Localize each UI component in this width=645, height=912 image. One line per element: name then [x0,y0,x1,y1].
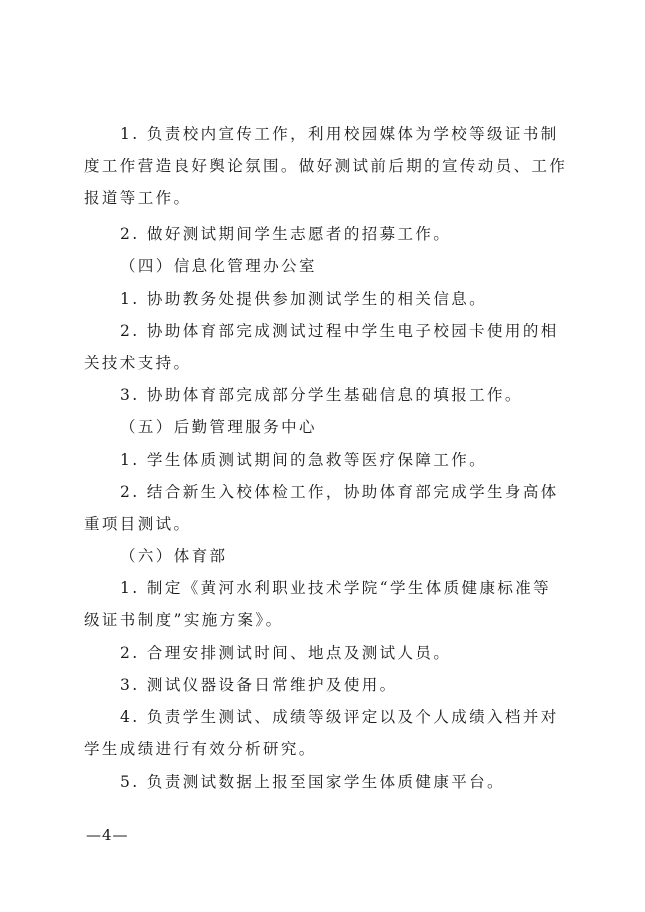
paragraph-height-weight: 2. 结合新生入校体检工作，协助体育部完成学生身高体重项目测试。 [84,483,559,533]
paragraph-grading: 4. 负责学生测试、成绩等级评定以及个人成绩入档并对学生成绩进行有效分析研究。 [84,708,559,758]
paragraph-formulate-plan: 1. 制定《黄河水利职业技术学院“学生体质健康标准等级证书制度”实施方案》。 [84,579,552,629]
paragraph-volunteer-recruit: 2. 做好测试期间学生志愿者的招募工作。 [120,225,452,243]
section-heading-6: （六）体育部 [120,547,228,565]
paragraph-info-provide: 1. 协助教务处提供参加测试学生的相关信息。 [120,290,488,308]
paragraph-basic-info: 3. 协助体育部完成部分学生基础信息的填报工作。 [120,386,523,404]
paragraph-medical-support: 1. 学生体质测试期间的急救等医疗保障工作。 [120,451,488,469]
paragraph-arrange-test: 2. 合理安排测试时间、地点及测试人员。 [120,644,452,662]
paragraph-campus-card-support: 2. 协助体育部完成测试过程中学生电子校园卡使用的相关技术支持。 [84,322,559,372]
section-heading-5: （五）后勤管理服务中心 [120,418,317,436]
section-heading-4: （四）信息化管理办公室 [120,257,317,275]
paragraph-data-upload: 5. 负责测试数据上报至国家学生体质健康平台。 [120,773,505,791]
page-number: —4— [86,826,129,844]
paragraph-publicity-duty: 1. 负责校内宣传工作，利用校园媒体为学校等级证书制度工作营造良好舆论氛围。做好测试前后期的宣传动员、工作报道等工作。 [84,125,568,207]
paragraph-equipment: 3. 测试仪器设备日常维护及使用。 [120,676,398,694]
